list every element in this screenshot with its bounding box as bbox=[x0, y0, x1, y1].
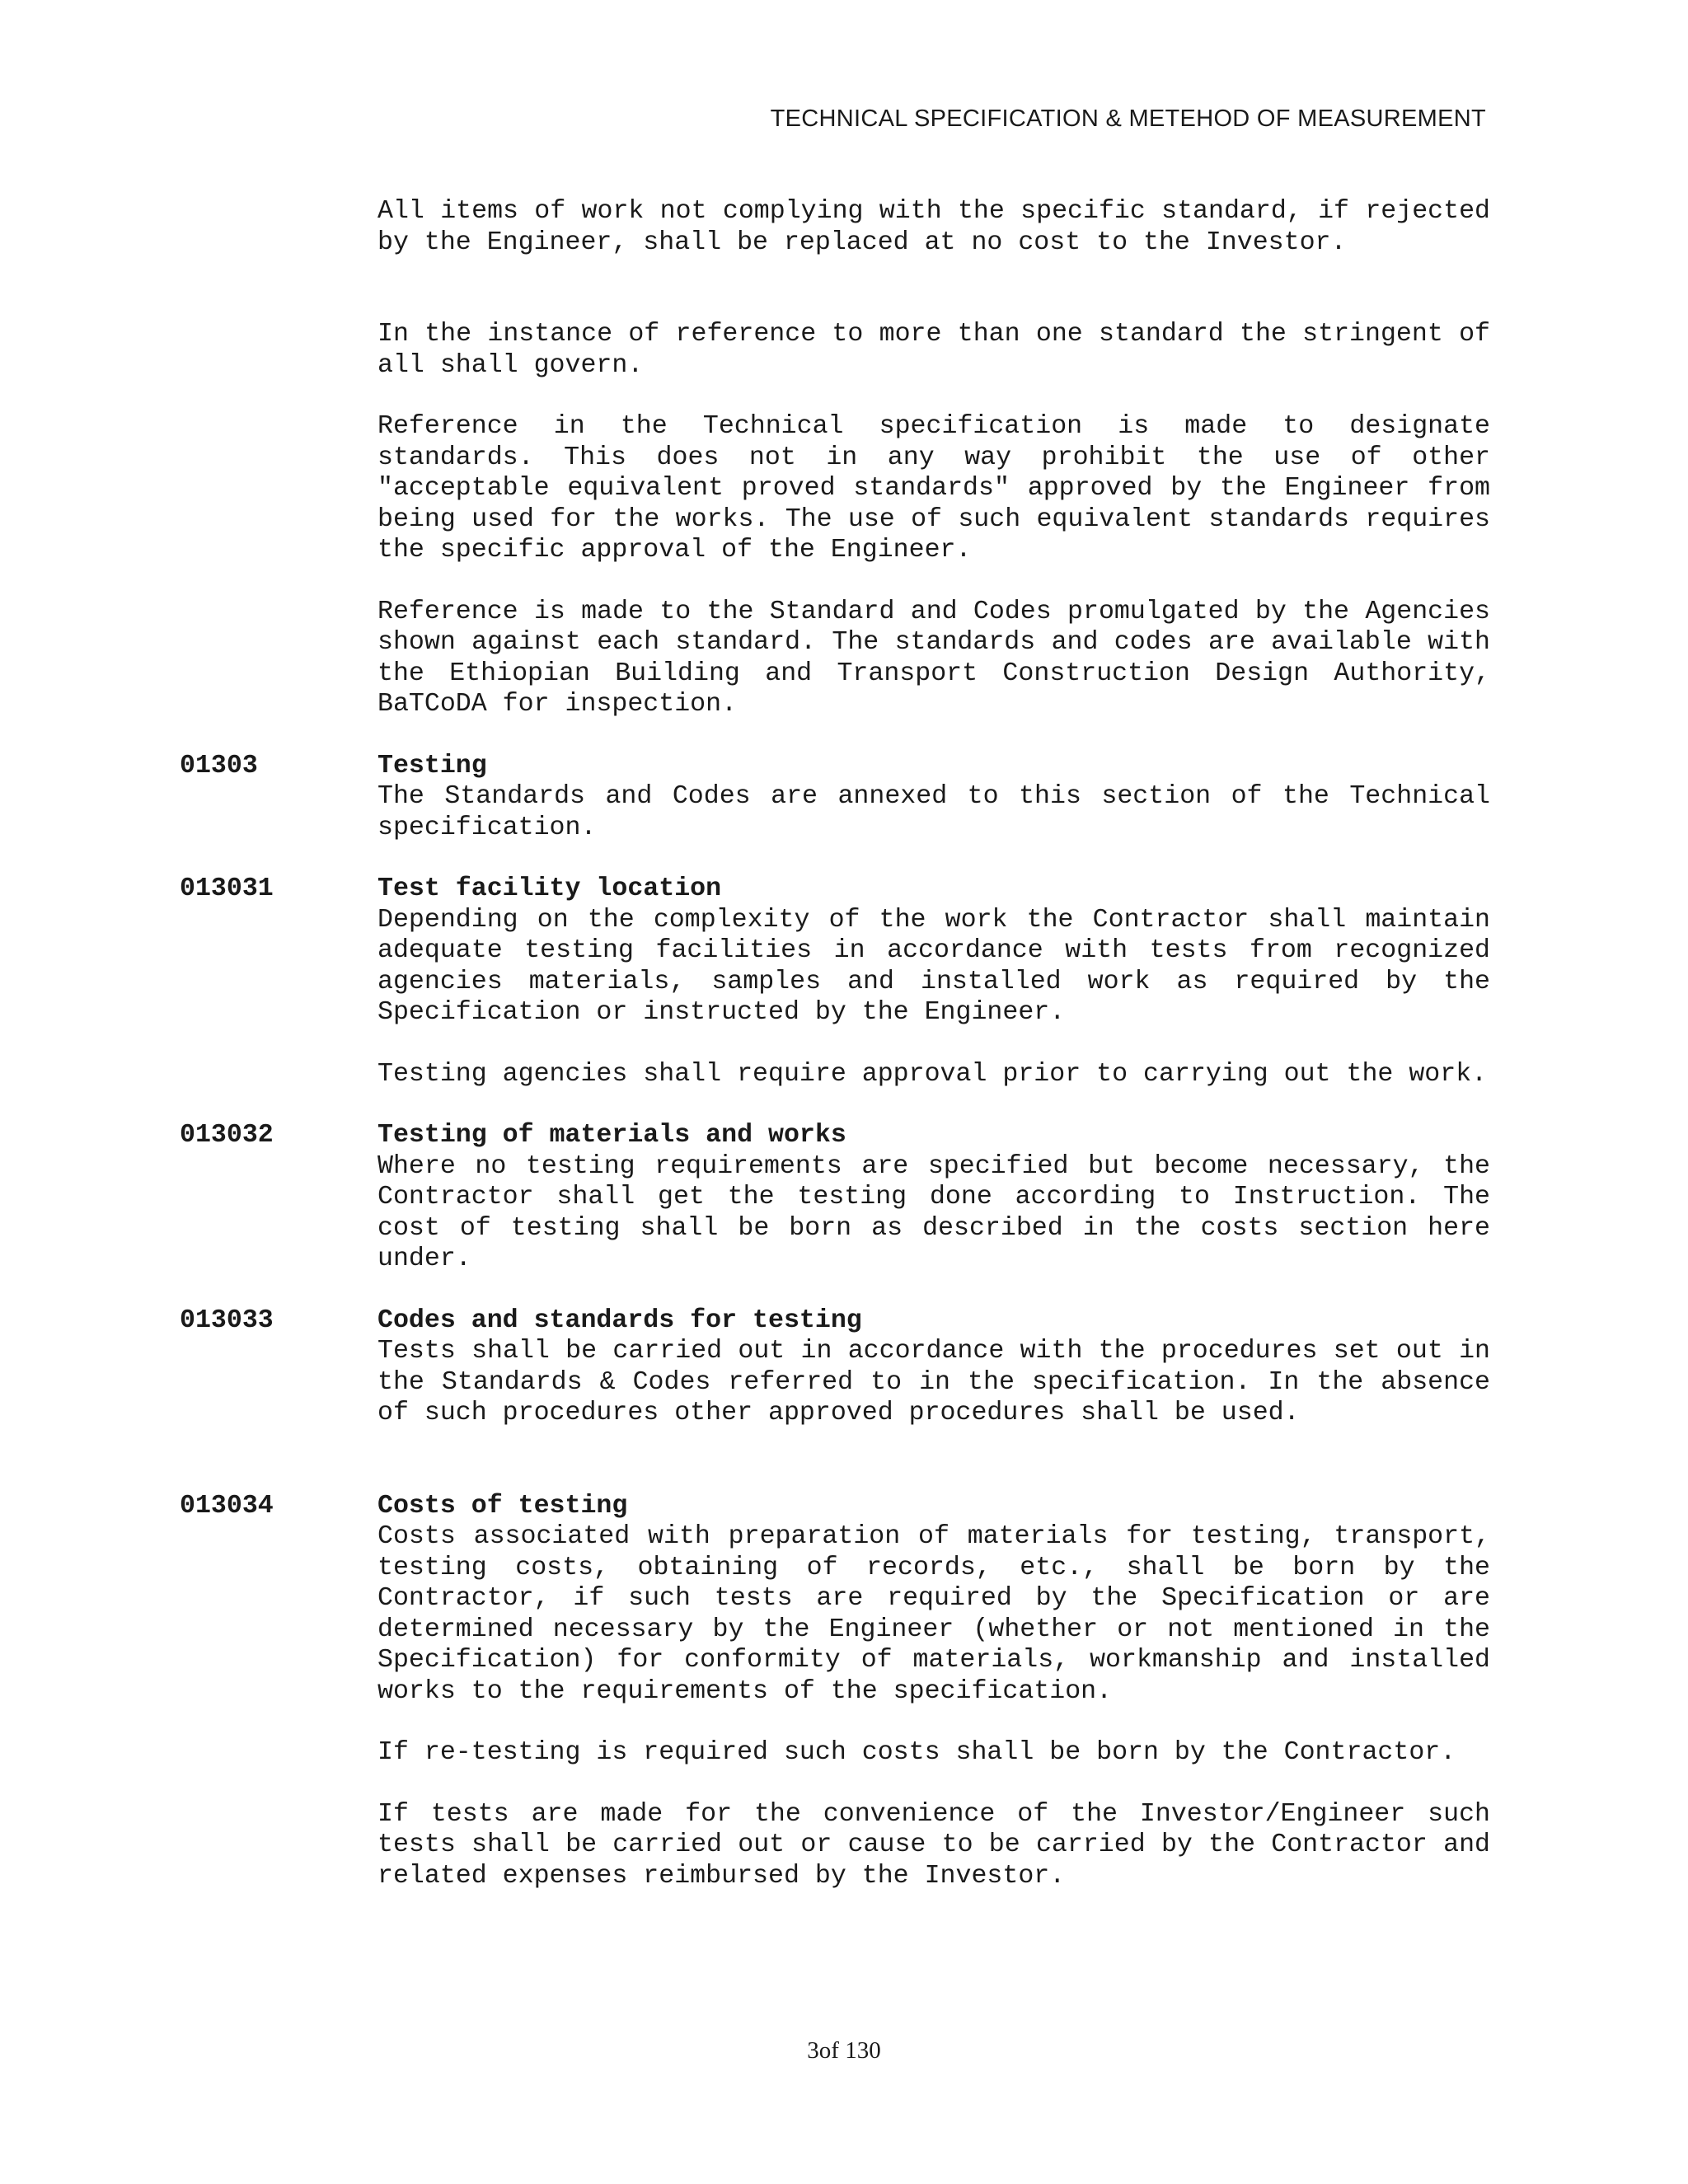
section-number: 013031 bbox=[180, 874, 274, 903]
section-number: 01303 bbox=[180, 751, 258, 780]
intro-p1-text: All items of work not complying with the specific standard, if rejected by the Engineer, shall be replaced at no cost to the Investor. bbox=[377, 197, 1490, 257]
section-title: Test facility location bbox=[377, 874, 722, 903]
document-body bbox=[180, 196, 1490, 1891]
section-013034 bbox=[180, 1491, 1490, 1892]
page-header-title: TECHNICAL SPECIFICATION & METEHOD OF MEASUREMENT bbox=[770, 105, 1486, 132]
section-title: Costs of testing bbox=[377, 1491, 628, 1521]
section-paragraph: If re-testing is required such costs shall be born by the Contractor. bbox=[377, 1738, 1456, 1767]
section-paragraph: If tests are made for the convenience of the Investor/Engineer such tests shall be carried out or cause to be carried by the Contractor and related expenses reimbursed by the Investor. bbox=[377, 1799, 1490, 1891]
intro-paragraph-4 bbox=[180, 597, 1490, 720]
intro-paragraph-1 bbox=[180, 196, 1490, 258]
intro-paragraph-3 bbox=[180, 411, 1490, 566]
section-number: 013032 bbox=[180, 1121, 274, 1150]
intro-p2-text: In the instance of reference to more than one standard the stringent of all shall govern. bbox=[377, 320, 1490, 380]
section-number: 013033 bbox=[180, 1305, 274, 1335]
section-number: 013034 bbox=[180, 1491, 274, 1521]
section-paragraph: The Standards and Codes are annexed to this section of the Technical specification. bbox=[377, 782, 1490, 842]
intro-p3-text: Reference in the Technical specification is made to designate standards. This does not in any way prohibit the use of other "acceptable equivalent proved standards" approved by the Engineer from being used for the works. The use of such equivalent standards requires the specific approval of the Engineer. bbox=[377, 412, 1490, 565]
section-paragraph: Tests shall be carried out in accordance with the procedures set out in the Standards & Codes referred to in the specification. In the absence of such procedures other approved procedures shall be used. bbox=[377, 1337, 1490, 1427]
intro-p4-text: Reference is made to the Standard and Codes promulgated by the Agencies shown against each standard. The standards and codes are available with the Ethiopian Building and Transport Construction Design Authority, BaTCoDA for inspection. bbox=[377, 597, 1490, 719]
section-013032 bbox=[180, 1120, 1490, 1275]
section-title: Codes and standards for testing bbox=[377, 1305, 862, 1335]
section-paragraph: Costs associated with preparation of materials for testing, transport, testing costs, obtaining of records, etc., shall be born by the Contractor, if such tests are required by the Specification or are determined necessary by the Engineer (whether or not mentioned in the Specification) for conformity of materials, workmanship and installed works to the requirements of the specification. bbox=[377, 1522, 1490, 1706]
section-013031 bbox=[180, 874, 1490, 1090]
section-013033 bbox=[180, 1305, 1490, 1429]
section-title: Testing of materials and works bbox=[377, 1121, 846, 1150]
page-number: 3of 130 bbox=[807, 2037, 881, 2064]
section-title: Testing bbox=[377, 751, 487, 780]
section-paragraph: Depending on the complexity of the work the Contractor shall maintain adequate testing facilities in accordance with tests from recognized agencies materials, samples and installed work as required by the Specification or instructed by the Engineer. bbox=[377, 905, 1490, 1027]
section-01303 bbox=[180, 751, 1490, 844]
intro-paragraph-2 bbox=[180, 319, 1490, 381]
section-paragraph: Testing agencies shall require approval prior to carrying out the work. bbox=[377, 1059, 1488, 1089]
section-paragraph: Where no testing requirements are specified but become necessary, the Contractor shall get the testing done according to Instruction. The cost of testing shall be born as described in the costs section here under. bbox=[377, 1151, 1490, 1273]
